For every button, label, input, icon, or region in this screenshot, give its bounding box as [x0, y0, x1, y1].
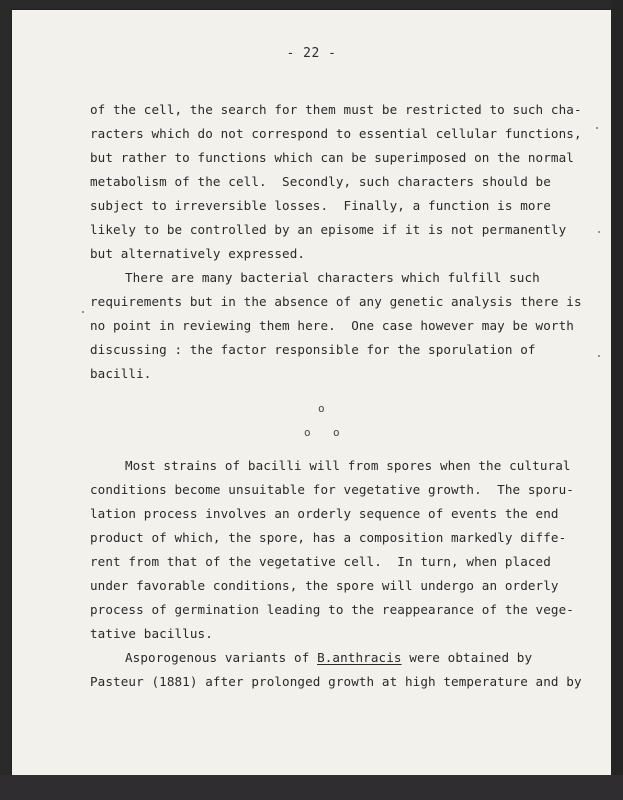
paragraph-2-line-3: no point in reviewing them here. One case however may be worth — [90, 318, 574, 333]
paragraph-1-line-5: subject to irreversible losses. Finally, a function is more — [90, 198, 551, 213]
scan-border-right — [611, 0, 623, 800]
page-number: - 22 - — [286, 46, 337, 61]
paragraph-3-line-5: rent from that of the vegetative cell. In turn, when placed — [90, 554, 551, 569]
paragraph-3-line-3: lation process involves an orderly sequence of events the end — [90, 506, 559, 521]
species-name: B.anthracis — [317, 650, 402, 665]
separator-dot: o — [318, 402, 325, 415]
paper-speck — [598, 355, 600, 357]
paragraph-3-line-6: under favorable conditions, the spore will undergo an orderly — [90, 578, 559, 593]
paragraph-4-line-2: Pasteur (1881) after prolonged growth at high temperature and by — [90, 674, 582, 689]
paragraph-2-line-4: discussing : the factor responsible for the sporulation of — [90, 342, 536, 357]
paragraph-3-line-8: tative bacillus. — [90, 626, 213, 641]
document-page — [12, 10, 611, 775]
paper-speck — [82, 311, 84, 313]
paragraph-1-line-6: likely to be controlled by an episome if it is not permanently — [90, 222, 567, 237]
paper-speck — [598, 231, 600, 233]
separator-dot: o — [333, 426, 340, 439]
paragraph-3-line-4: product of which, the spore, has a composition markedly diffe- — [90, 530, 567, 545]
paragraph-1-line-7: but alternatively expressed. — [90, 246, 306, 261]
paragraph-3-line-7: process of germination leading to the reappearance of the vege- — [90, 602, 574, 617]
paragraph-1-line-1: of the cell, the search for them must be restricted to such cha- — [90, 102, 582, 117]
paper-speck — [596, 127, 598, 129]
paragraph-1-line-2: racters which do not correspond to essential cellular functions, — [90, 126, 582, 141]
paragraph-3-line-2: conditions become unsuitable for vegetative growth. The sporu- — [90, 482, 574, 497]
paragraph-1-line-4: metabolism of the cell. Secondly, such characters should be — [90, 174, 551, 189]
paragraph-3-line-1: Most strains of bacilli will from spores when the cultural — [125, 458, 571, 473]
paragraph-2-line-2: requirements but in the absence of any genetic analysis there is — [90, 294, 582, 309]
paragraph-2-line-5: bacilli. — [90, 366, 152, 381]
paragraph-4-text: were obtained by — [401, 650, 533, 665]
paragraph-2-line-1: There are many bacterial characters which fulfill such — [125, 270, 540, 285]
separator-dot: o — [304, 426, 311, 439]
paragraph-4-text: Asporogenous variants of — [125, 650, 318, 665]
paragraph-1-line-3: but rather to functions which can be superimposed on the normal — [90, 150, 574, 165]
scan-border-bottom — [0, 775, 623, 800]
paragraph-4-line-1 — [125, 650, 532, 665]
